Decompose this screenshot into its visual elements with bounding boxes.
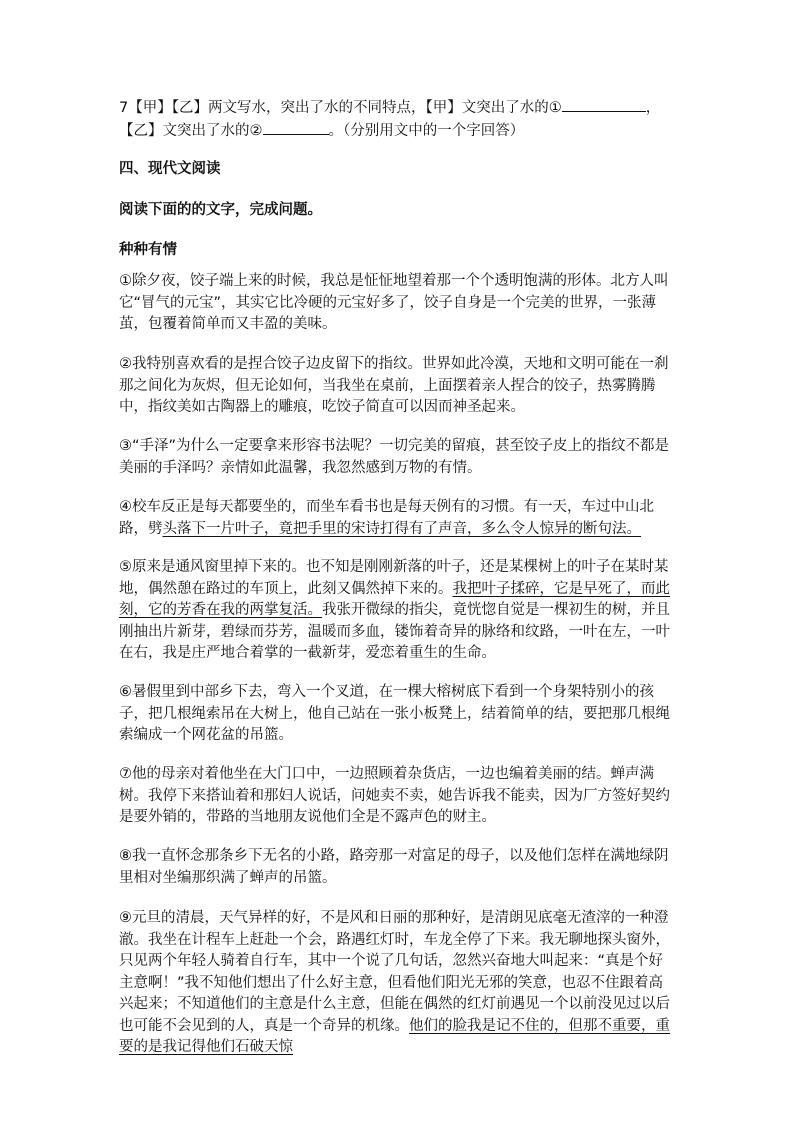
paragraph-5-underlined: 我把叶子揉碎，它是早死了，而此刻，它的芳香在我的两掌复活。	[119, 580, 670, 618]
question-7-suffix: 。（分别用文中的一个字回答）	[328, 122, 525, 139]
paragraph-5-text: ⑤原来是通风窗里掉下来的。也不知是刚刚新落的叶子，还是某棵树上的叶子在某时某地，偶然憩在路过的车顶上，此刻又偶然掉下来的。	[119, 559, 669, 597]
paragraph-4-text: ④校车反正是每天都要坐的，而坐车看书也是每天例有的习惯。有一天，车过中山北路，劈	[119, 499, 654, 537]
paragraph-5-rest: 我张开微绿的指尖，竟恍惚自觉是一棵初生的树，并且刚抽出片新芽，碧绿而芬芳，温暖而多血，镂饰着奇异的脉络和纹路，一叶在左，一叶在右，我是庄严地合着掌的一截新芽，爱恋着重生的生命。	[119, 602, 670, 661]
paragraph-8: ⑧我一直怀念那条乡下无名的小路，路旁那一对富足的母子，以及他们怎样在满地绿阴里相对坐编那织满了蝉声的吊篮。	[119, 848, 669, 886]
reading-instruction: 阅读下面的的文字，完成问题。	[119, 202, 322, 218]
paragraph-7: ⑦他的母亲对着他坐在大门口中，一边照顾着杂货店，一边也编着美丽的结。蝉声满树。我停下来搭讪着和那妇人说话，问她卖不卖，她告诉我不能卖，因为厂方签好契约是要外销的，带路的当地朋友说他们全是不露声色的财主。	[119, 766, 670, 825]
paragraph-2: ②我特别喜欢看的是捏合饺子边皮留下的指纹。世界如此冷漠，天地和文明可能在一刹那之间化为灰烬，但无论如何，当我坐在桌前，上面摆着亲人捏合的饺子，热雾腾腾中，指纹美如古陶器上的雕痕，吃饺子简直可以因而神圣起来。	[119, 356, 669, 415]
article-title: 种种有情	[119, 242, 177, 258]
question-7	[119, 97, 675, 142]
question-7-mid: ，【乙】文突出了水的②	[119, 100, 661, 139]
answer-blank-1[interactable]	[562, 97, 646, 112]
answer-blank-2[interactable]	[263, 120, 329, 135]
paragraph-3: ③“手泽”为什么一定要拿来形容书法呢？一切完美的留痕，甚至饺子皮上的指纹不都是美丽的手泽吗？亲情如此温馨，我忽然感到万物的有情。	[119, 438, 670, 476]
paragraph-6: ⑥暑假里到中部乡下去，弯入一个叉道，在一棵大榕树底下看到一个身架特别小的孩子，把几根绳索吊在大树上，他自己站在一张小板凳上，结着简单的结，要把那几根绳索编成一个网花盆的吊篮。	[119, 684, 670, 743]
paragraph-9	[119, 908, 675, 1059]
paragraph-4-underlined: 头落下一片叶子，竟把手里的宋诗打得有了声音，多么令人惊异的断句法。	[162, 520, 641, 537]
paragraph-4	[119, 497, 675, 540]
paragraph-9-underlined: 他们的脸我是记不住的，但那不重要，重要的是我记得他们石破天惊	[119, 1017, 670, 1055]
section-heading: 四、现代文阅读	[119, 161, 221, 177]
paragraph-5	[119, 557, 675, 665]
paragraph-1: ①除夕夜，饺子端上来的时候，我总是怔怔地望着那一个个透明饱满的形体。北方人叫它“冒气的元宝”，其实它比冷硬的元宝好多了，饺子自身是一个完美的世界，一张薄茧，包覆着简单而又丰盈的美味。	[119, 273, 669, 332]
question-7-prefix: 7【甲】【乙】两文写水，突出了水的不同特点，【甲】文突出了水的①	[119, 100, 562, 116]
paragraph-9-text: ⑨元旦的清晨，天气异样的好，不是风和日丽的那种好，是清朗见底毫无渣滓的一种澄澈。我坐在计程车上赶赴一个会，路遇红灯时，车龙全停了下来。我无聊地探头窗外，只见两个年轻人骑着自行车，其中一个说了几句话，忽然兴奋地大叫起来：“真是个好主意啊！”我不知他们想出了什么好主意，但看他们阳光无邪的笑意，也忍不住跟着高兴起来；不知道他们的主意是什么主意，但能在偶然的红灯前遇见一个以前没见过以后也可能不会见到的人，真是一个奇异的机缘。	[119, 910, 670, 1034]
